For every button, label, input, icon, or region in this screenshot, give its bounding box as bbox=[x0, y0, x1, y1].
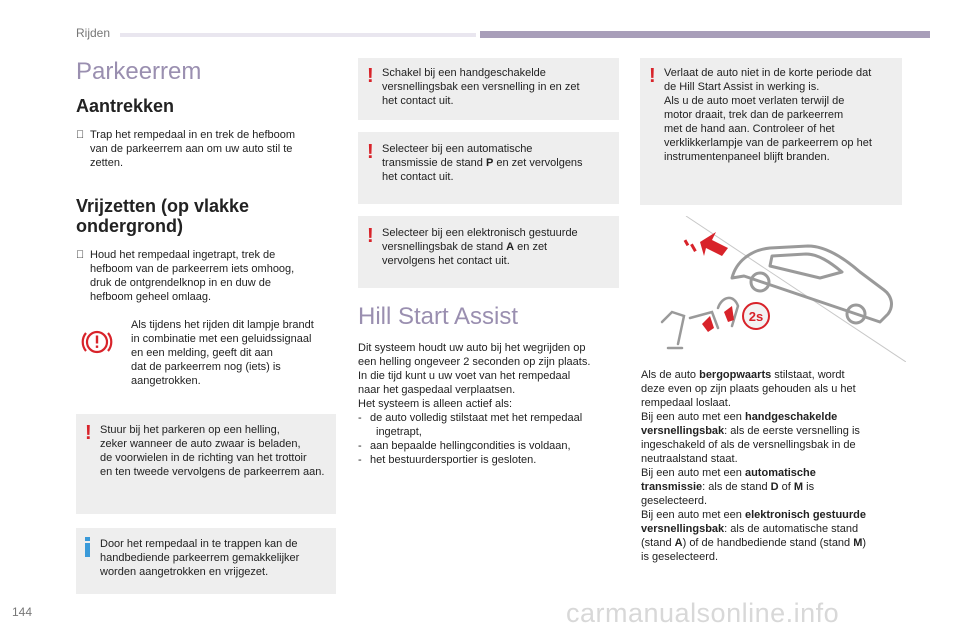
hsa-conditions-list bbox=[358, 411, 623, 467]
warning-mark-icon: ! bbox=[367, 225, 374, 247]
warning-box-elektronisch: ! Selecteer bij een elektronisch gestuurde versnellingsbak de stand A en zet vervolgens het contact uit. bbox=[358, 216, 619, 288]
section-title-parkeerrem: Parkeerrem bbox=[76, 58, 202, 85]
watermark: carmanualsonline.info bbox=[566, 598, 840, 628]
bullet-vrijzetten: Houd het rempedaal ingetrapt, trek de hefboom van de parkeerrem iets omhoog, druk de ontgrendelknop in en duw de hefboom geheel omlaag. bbox=[76, 248, 341, 304]
warning-mark-icon: ! bbox=[367, 65, 374, 87]
bullet-aantrekken: Trap het rempedaal in en trek de hefboom van de parkeerrem aan om uw auto stil te zetten. bbox=[76, 128, 341, 170]
warning-box-helling: ! Stuur bij het parkeren op een helling, zeker wanneer de auto zwaar is beladen, de voorwielen in de richting van het trottoir en ten tweede vervolgens de parkeerrem aan. bbox=[76, 414, 336, 514]
heading-aantrekken: Aantrekken bbox=[76, 96, 175, 116]
hill-start-illustration bbox=[648, 216, 906, 362]
warning-box-verlaat-auto: ! Verlaat de auto niet in de korte periode dat de Hill Start Assist in werking is. Als u de auto moet verlaten terwijl de motor draait, trek dan de parkeerrem met de hand aan. Controleer of het verklikkerlampje van de parkeerrem op het instrumentenpaneel blijft branden. bbox=[640, 58, 902, 205]
list-item: - de auto volledig stilstaat met het rempedaal ingetrapt, bbox=[358, 412, 583, 438]
hsa-conditions-text: Als de auto bergopwaarts stilstaat, wordt deze even op zijn plaats gehouden als u het rempedaal loslaat. Bij een auto met een handgeschakelde versnellingsbak: als de eerste versnelling is ingeschakeld of als de versnellingsbak in de neutraalstand staat. Bij een auto met een automatische transmissie: als de stand D of M is geselecteerd. Bij een auto met een elektronisch gestuurde versnellingsbak: als de automatische stand (stand A) of de handbediende stand (stand M) is geselecteerd. bbox=[641, 369, 867, 563]
timer-badge: 2s bbox=[748, 309, 764, 324]
bullet-marker bbox=[76, 248, 84, 262]
warning-mark-icon: ! bbox=[85, 422, 92, 444]
warning-mark-icon: ! bbox=[367, 141, 374, 163]
header-accent-bar bbox=[480, 31, 930, 38]
brake-warning-icon bbox=[80, 325, 114, 359]
warning-box-automatisch: ! Selecteer bij een automatische transmissie de stand P en zet vervolgens het contact uit. bbox=[358, 132, 619, 204]
warning-mark-icon: ! bbox=[649, 65, 656, 87]
chapter-label: Rijden bbox=[76, 26, 111, 40]
hsa-description: Dit systeem houdt uw auto bij het wegrijden op een helling ongeveer 2 seconden op zijn plaats. In die tijd kunt u uw voet van het rempedaal naar het gaspedaal verplaatsen. Het systeem is alleen actief als: bbox=[358, 342, 591, 410]
header-divider bbox=[120, 33, 476, 37]
bullet-marker bbox=[76, 128, 84, 142]
brake-warning-text: Als tijdens het rijden dit lampje brandt in combinatie met een geluidssignaal en een melding, geeft dit aan dat de parkeerrem nog (iets) is aangetrokken. bbox=[131, 319, 314, 387]
heading-vrijzetten: Vrijzetten (op vlakke ondergrond) bbox=[76, 196, 250, 236]
list-item: - aan bepaalde hellingcondities is voldaan, bbox=[358, 440, 571, 452]
info-mark-icon bbox=[85, 537, 90, 557]
warning-box-handgeschakeld: ! Schakel bij een handgeschakelde versnellingsbak een versnelling in en zet het contact uit. bbox=[358, 58, 619, 120]
section-title-hill-start-assist: Hill Start Assist bbox=[358, 303, 519, 330]
page-number: 144 bbox=[12, 605, 33, 619]
list-item: - het bestuurdersportier is gesloten. bbox=[358, 454, 537, 466]
info-box-rempedaal: Door het rempedaal in te trappen kan de handbediende parkeerrem gemakkelijker worden aangetrokken en vrijgezet. bbox=[76, 528, 336, 594]
